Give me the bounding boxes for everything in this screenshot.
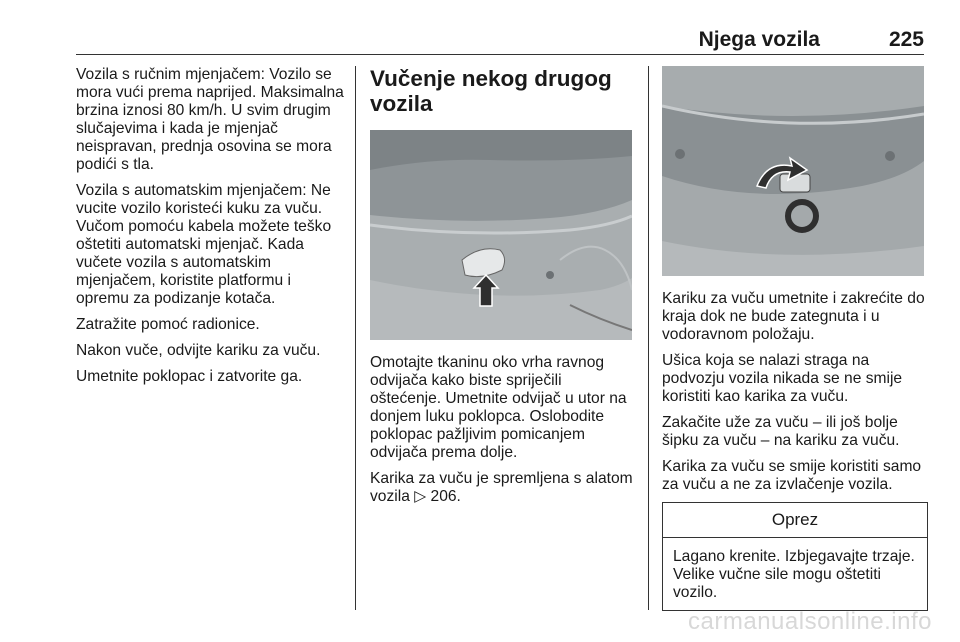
column-divider-2 <box>648 66 649 610</box>
watermark: carmanualsonline.info <box>688 608 932 635</box>
page-header <box>64 26 924 56</box>
header-rule <box>76 54 924 55</box>
section-heading: Vučenje nekog drugog vozila <box>370 66 612 116</box>
tow-eye-illustration <box>662 66 924 276</box>
caution-title: Oprez <box>663 503 927 538</box>
paragraph: Karika za vuču se smije koristiti samo za vuču a ne za izvlačenje vozila. <box>662 458 922 493</box>
paragraph: Zakačite uže za vuču – ili još bolje šipku za vuču – na kariku za vuču. <box>662 414 900 449</box>
paragraph: Vozila s ručnim mjenjačem: Vozilo se mora vući prema naprijed. Maksimalna brzina iznosi 80 km/h. U svim drugim slučajevima i kada je mjenjač neispravan, prednja osovina se mora podići s tla. <box>76 66 344 173</box>
column-1 <box>76 66 348 394</box>
section-title: Njega vozila <box>698 28 820 51</box>
column-divider-1 <box>355 66 356 610</box>
paragraph: Kariku za vuču umetnite i zakrećite do kraja dok ne bude zategnuta i u vodoravnom položaju. <box>662 290 925 343</box>
caution-text: Lagano krenite. Izbjegavajte trzaje. Velike vučne sile mogu oštetiti vozilo. <box>673 548 915 601</box>
figure-bumper-cover <box>370 130 632 340</box>
paragraph: Ušica koja se nalazi straga na podvozju vozila nikada se ne smije koristiti kao karika za vuču. <box>662 352 903 405</box>
caution-body <box>663 538 927 610</box>
paragraph: Vozila s automatskim mjenjačem: Ne vucite vozilo koristeći kuku za vuču. Vučom pomoću kabela možete teško oštetiti automatski mjenjač. Kada vučete vozila s automatskim mjenjačem, koristite platformu i opremu za podizanje kotača. <box>76 182 332 307</box>
paragraph: Nakon vuče, odvijte kariku za vuču. <box>76 342 321 359</box>
figure-tow-eye <box>662 66 924 276</box>
paragraph: Omotajte tkaninu oko vrha ravnog odvijača kako biste spriječili oštećenje. Umetnite odvijač u utor na donjem luku poklopca. Oslobodite poklopac pažljivim pomicanjem odvijača prema dolje. <box>370 354 627 461</box>
page-number: 225 <box>888 28 924 51</box>
paragraph: Karika za vuču je spremljena s alatom vozila ▷ 206. <box>370 470 633 505</box>
paragraph: Zatražite pomoć radionice. <box>76 316 260 333</box>
column-3 <box>662 66 928 611</box>
caution-box <box>662 502 928 611</box>
column-2 <box>370 66 636 514</box>
bumper-cover-illustration <box>370 130 632 340</box>
paragraph: Umetnite poklopac i zatvorite ga. <box>76 368 303 385</box>
